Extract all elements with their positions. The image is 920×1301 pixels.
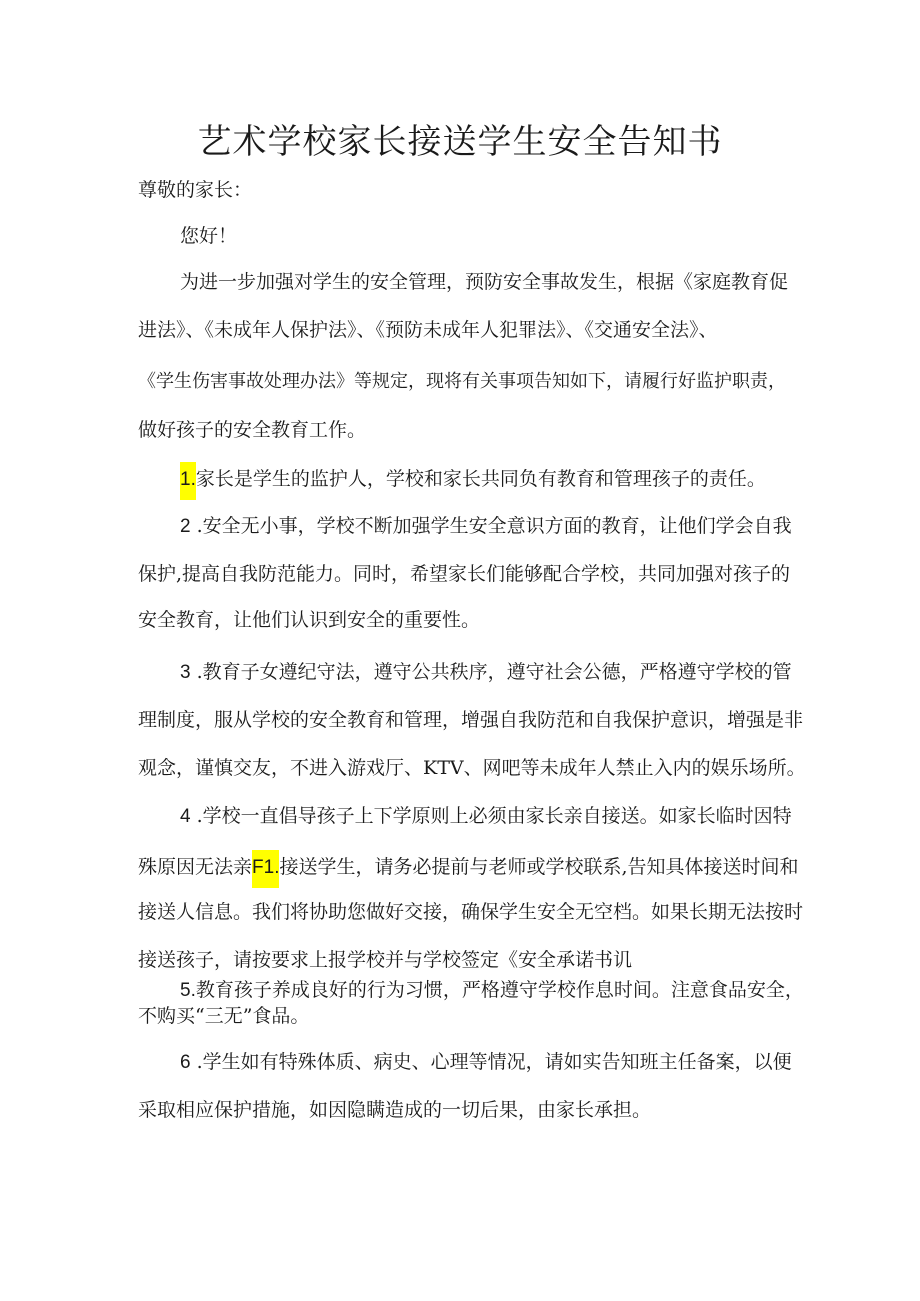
item-4-line-2 [138, 850, 799, 888]
item-5-line-2: 不购买“三无”食品。 [138, 1005, 310, 1027]
item-3-line-1 [180, 658, 792, 687]
item-2-line-1 [180, 512, 792, 541]
highlighted-item-number: 1. [180, 462, 196, 500]
item-3-text-1: .教育子女遵纪守法，遵守公共秩序，遵守社会公德，严格遵守学校的管 [190, 661, 792, 683]
item-4-text-2b: 接送学生，请务必提前与老师或学校联系,告知具体接送时间和 [279, 856, 799, 878]
item-6-line-1 [180, 1048, 792, 1077]
item-2-text-1: .安全无小事，学校不断加强学生安全意识方面的教育，让他们学会自我 [190, 515, 792, 537]
item-3-number: 3 [180, 662, 191, 683]
item-5-line-1 [180, 976, 804, 1005]
item-4-line-4: 接送孩子，请按要求上报学校并与学校签定《安全承诺书讥 [138, 949, 633, 971]
item-6-text-1: .学生如有特殊体质、病史、心理等情况，请如实告知班主任备案，以便 [190, 1051, 792, 1073]
document-title: 艺术学校家长接送学生安全告知书 [197, 122, 723, 162]
item-2-number: 2 [180, 516, 191, 537]
item-4-text-1: .学校一直倡导孩子上下学原则上必须由家长亲自接送。如家长临时因特 [190, 805, 792, 827]
item-3-line-3: 观念，谨慎交友，不进入游戏厅、KTV、网吧等未成年人禁止入内的娱乐场所。 [138, 757, 806, 779]
item-1-text: 家长是学生的监护人，学校和家长共同负有教育和管理孩子的责任。 [195, 468, 766, 490]
item-6-line-2: 采取相应保护措施，如因隐瞒造成的一切后果，由家长承担。 [138, 1099, 652, 1121]
intro-line-1: 为进一步加强对学生的安全管理，预防安全事故发生，根据《家庭教育促 [180, 271, 789, 293]
item-6-number: 6 [180, 1052, 191, 1073]
highlighted-ocr-mark: F1. [252, 850, 279, 888]
item-4-line-3: 接送人信息。我们将协助您做好交接，确保学生安全无空档。如果长期无法按时 [138, 901, 804, 923]
item-2-line-2: 保护,提高自我防范能力。同时，希望家长们能够配合学校，共同加强对孩子的 [138, 563, 791, 585]
greeting: 您好！ [180, 225, 238, 247]
item-3-line-2: 理制度，服从学校的安全教育和管理，增强自我防范和自我保护意识，增强是非 [138, 709, 804, 731]
intro-line-3: 《学生伤害事故处理办法》等规定，现将有关事项告知如下，请履行好监护职责， [138, 371, 786, 392]
item-4-line-1 [180, 802, 792, 831]
item-5-text-1: 教育孩子养成良好的行为习惯，严格遵守学校作息时间。注意食品安全， [195, 979, 804, 1001]
item-2-line-3: 安全教育，让他们认识到安全的重要性。 [138, 609, 481, 631]
salutation: 尊敬的家长： [138, 179, 253, 201]
item-4-text-2a: 殊原因无法亲 [138, 856, 253, 878]
item-4-number: 4 [180, 806, 191, 827]
item-5-number: 5. [180, 980, 196, 1001]
item-1 [180, 462, 766, 500]
intro-line-4: 做好孩子的安全教育工作。 [138, 419, 367, 441]
intro-line-2: 进法》、《未成年人保护法》、《预防未成年人犯罪法》、《交通安全法》、 [138, 319, 718, 341]
